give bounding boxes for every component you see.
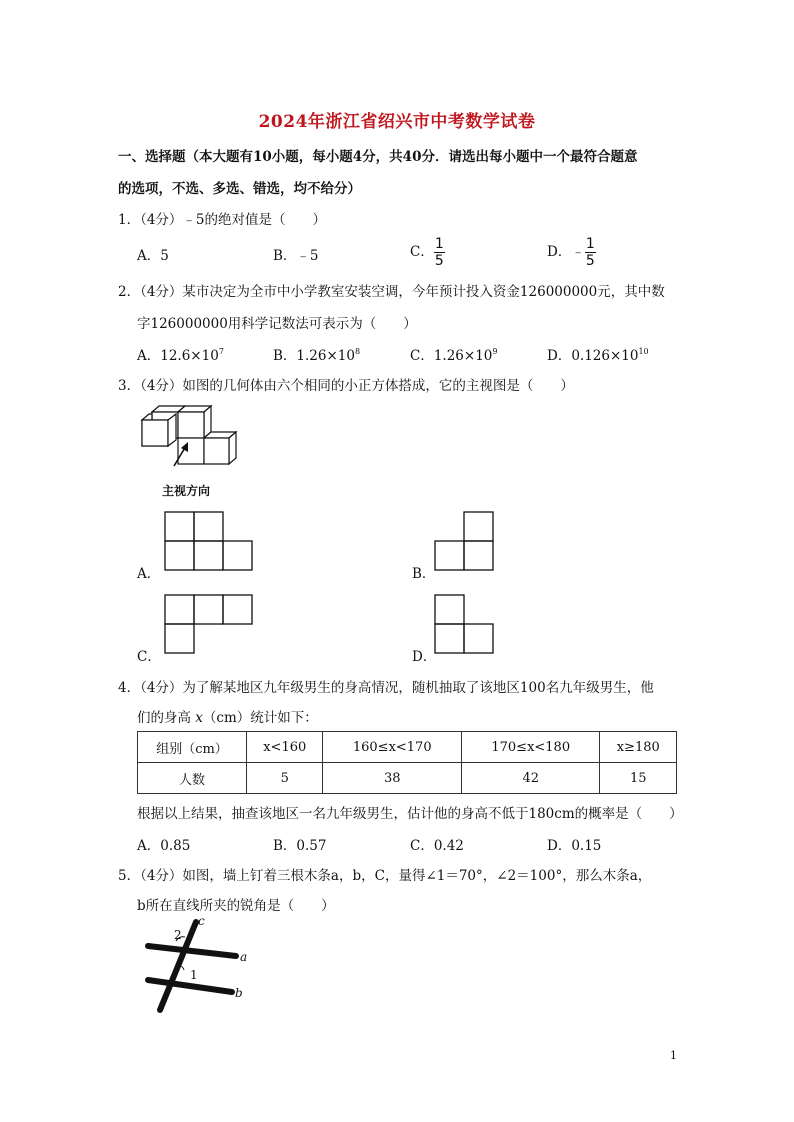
- q3-option-b-figure: [434, 511, 496, 571]
- table-header-cell: 160≤x<170: [323, 732, 462, 763]
- q1-stem: 1．（4分）﹣5的绝对值是（ ）: [118, 212, 327, 228]
- q4-line2-unit: （cm）: [202, 710, 251, 726]
- label-b: b: [235, 986, 243, 1000]
- q4-option-d: D．0.15: [547, 838, 602, 854]
- q1-option-d: [547, 236, 596, 269]
- q3-stem: 3．（4分）如图的几何体由六个相同的小正方体搭成，它的主视图是（ ）: [118, 378, 574, 394]
- q4-line2-var: x: [195, 710, 203, 726]
- table-header-cell: 170≤x<180: [461, 732, 600, 763]
- q3-option-b-label: B．: [412, 566, 436, 582]
- strip-a: [148, 946, 236, 956]
- q2-a-base: A．12.6×10: [137, 348, 219, 364]
- q2-b-base: B．1.26×10: [273, 348, 355, 364]
- table-cell: 38: [323, 763, 462, 794]
- label-a: a: [240, 950, 248, 964]
- q4-height-table: [137, 731, 677, 794]
- page-title: 2024年浙江省绍兴市中考数学试卷: [258, 112, 536, 132]
- q2-option-a: [137, 344, 224, 364]
- table-cell: 人数: [138, 763, 247, 794]
- q1-option-d-fraction: [585, 236, 596, 269]
- q2-c-base: C．1.26×10: [410, 348, 493, 364]
- q4-line2: [137, 706, 318, 726]
- label-angle-2: 2: [174, 928, 182, 942]
- q1-c-denominator: 5: [434, 253, 444, 269]
- label-angle-1: 1: [190, 968, 198, 982]
- view-direction-arrow: [170, 440, 200, 470]
- q1-d-denominator: 5: [585, 253, 595, 269]
- q2-b-exponent: 8: [354, 347, 361, 356]
- q1-option-c: [410, 236, 445, 269]
- q5-wood-strips-figure: [140, 912, 260, 1022]
- table-header-cell: x<160: [247, 732, 323, 763]
- q2-line1: 2．（4分）某市决定为全市中小学教室安装空调，今年预计投入资金126000000元，其中数: [118, 284, 665, 300]
- q4-line2-post: 统计如下：: [250, 710, 318, 726]
- label-c: c: [198, 914, 205, 928]
- q2-c-exponent: 9: [492, 347, 498, 356]
- q4-option-b: B．0.57: [273, 838, 327, 854]
- q2-option-d: [547, 344, 649, 364]
- q2-a-exponent: 7: [218, 347, 224, 356]
- q5-line1: 5．（4分）如图，墙上钉着三根木条a，b，C，量得∠1＝70°，∠2＝100°，那么木条a，: [118, 868, 652, 884]
- table-header-cell: x≥180: [600, 732, 677, 763]
- table-row: [138, 763, 677, 794]
- view-direction-label: 主视方向: [162, 484, 211, 498]
- q5-line2: b所在直线所夹的锐角是（ ）: [137, 898, 335, 914]
- q2-option-c: [410, 344, 497, 364]
- q2-line2: 字126000000用科学记数法可表示为（ ）: [137, 316, 417, 332]
- q3-option-a-label: A．: [137, 566, 161, 582]
- table-cell: 42: [461, 763, 600, 794]
- q1-option-a: A．5: [137, 248, 169, 264]
- q1-option-d-label: D．﹣: [547, 244, 585, 260]
- q4-line1: 4．（4分）为了解某地区九年级男生的身高情况，随机抽取了该地区100名九年级男生，他: [118, 680, 654, 696]
- page-number: 1: [670, 1049, 677, 1062]
- q2-d-exponent: 10: [638, 347, 649, 356]
- q3-option-c-figure: [164, 594, 254, 654]
- table-header-cell: 组别（cm）: [138, 732, 247, 763]
- q4-option-c: C．0.42: [410, 838, 464, 854]
- q2-d-base: D．0.126×10: [547, 348, 639, 364]
- q4-option-a: A．0.85: [137, 838, 191, 854]
- q3-option-d-label: D．: [412, 649, 437, 665]
- q1-option-c-label: C．: [410, 244, 434, 260]
- q3-option-a-figure: [164, 511, 254, 571]
- q2-option-b: [273, 344, 360, 364]
- table-cell: 5: [247, 763, 323, 794]
- q4-line2-pre: 们的身高: [137, 710, 196, 726]
- q1-option-c-fraction: [434, 236, 445, 269]
- section-instructions-line2: 的选项，不选、多选、错选，均不给分）: [118, 181, 361, 197]
- q1-c-numerator: 1: [434, 236, 444, 252]
- q3-option-c-label: C．: [137, 649, 161, 665]
- q1-d-numerator: 1: [585, 236, 595, 252]
- q4-question: 根据以上结果，抽查该地区一名九年级男生，估计他的身高不低于180cm的概率是（ ）: [137, 806, 683, 822]
- table-row: [138, 732, 677, 763]
- section-instructions-line1: 一、选择题（本大题有10小题，每小题4分，共40分．请选出每小题中一个最符合题意: [118, 149, 638, 165]
- q1-option-b: B．﹣5: [273, 248, 319, 264]
- table-cell: 15: [600, 763, 677, 794]
- q3-option-d-figure: [434, 594, 496, 654]
